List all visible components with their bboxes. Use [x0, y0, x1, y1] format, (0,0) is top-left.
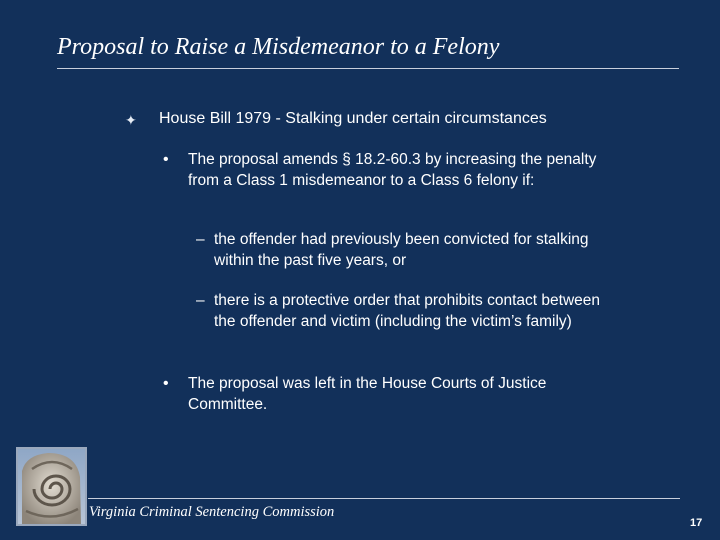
bullet-dot: •: [163, 375, 169, 392]
sub-bullet-text: The proposal was left in the House Courts of Justice Committee.: [188, 375, 547, 413]
title-divider: [57, 68, 679, 69]
main-bullet-text: House Bill 1979 - Stalking under certain circumstances: [159, 110, 547, 127]
sub-bullet-text: The proposal amends § 18.2-60.3 by increasing the penalty from a Class 1 misdemeanor to a Class 6 felony if:: [188, 151, 597, 189]
footer-organization: Virginia Criminal Sentencing Commission: [89, 504, 335, 520]
four-point-star-icon: ✦: [125, 112, 137, 128]
sub-sub-bullet-text: there is a protective order that prohibits contact between the offender and victim (including the victim’s family): [214, 292, 600, 330]
bullet-dot: •: [163, 151, 169, 168]
stone-spiral-carving-icon: [16, 447, 87, 526]
slide-title: Proposal to Raise a Misdemeanor to a Felony: [57, 34, 500, 60]
bullet-dash: –: [196, 231, 205, 248]
page-number: 17: [690, 517, 703, 529]
bullet-dash: –: [196, 292, 205, 309]
sub-sub-bullet-text: the offender had previously been convicted for stalking within the past five years, or: [214, 231, 589, 269]
footer-divider: [88, 498, 680, 499]
